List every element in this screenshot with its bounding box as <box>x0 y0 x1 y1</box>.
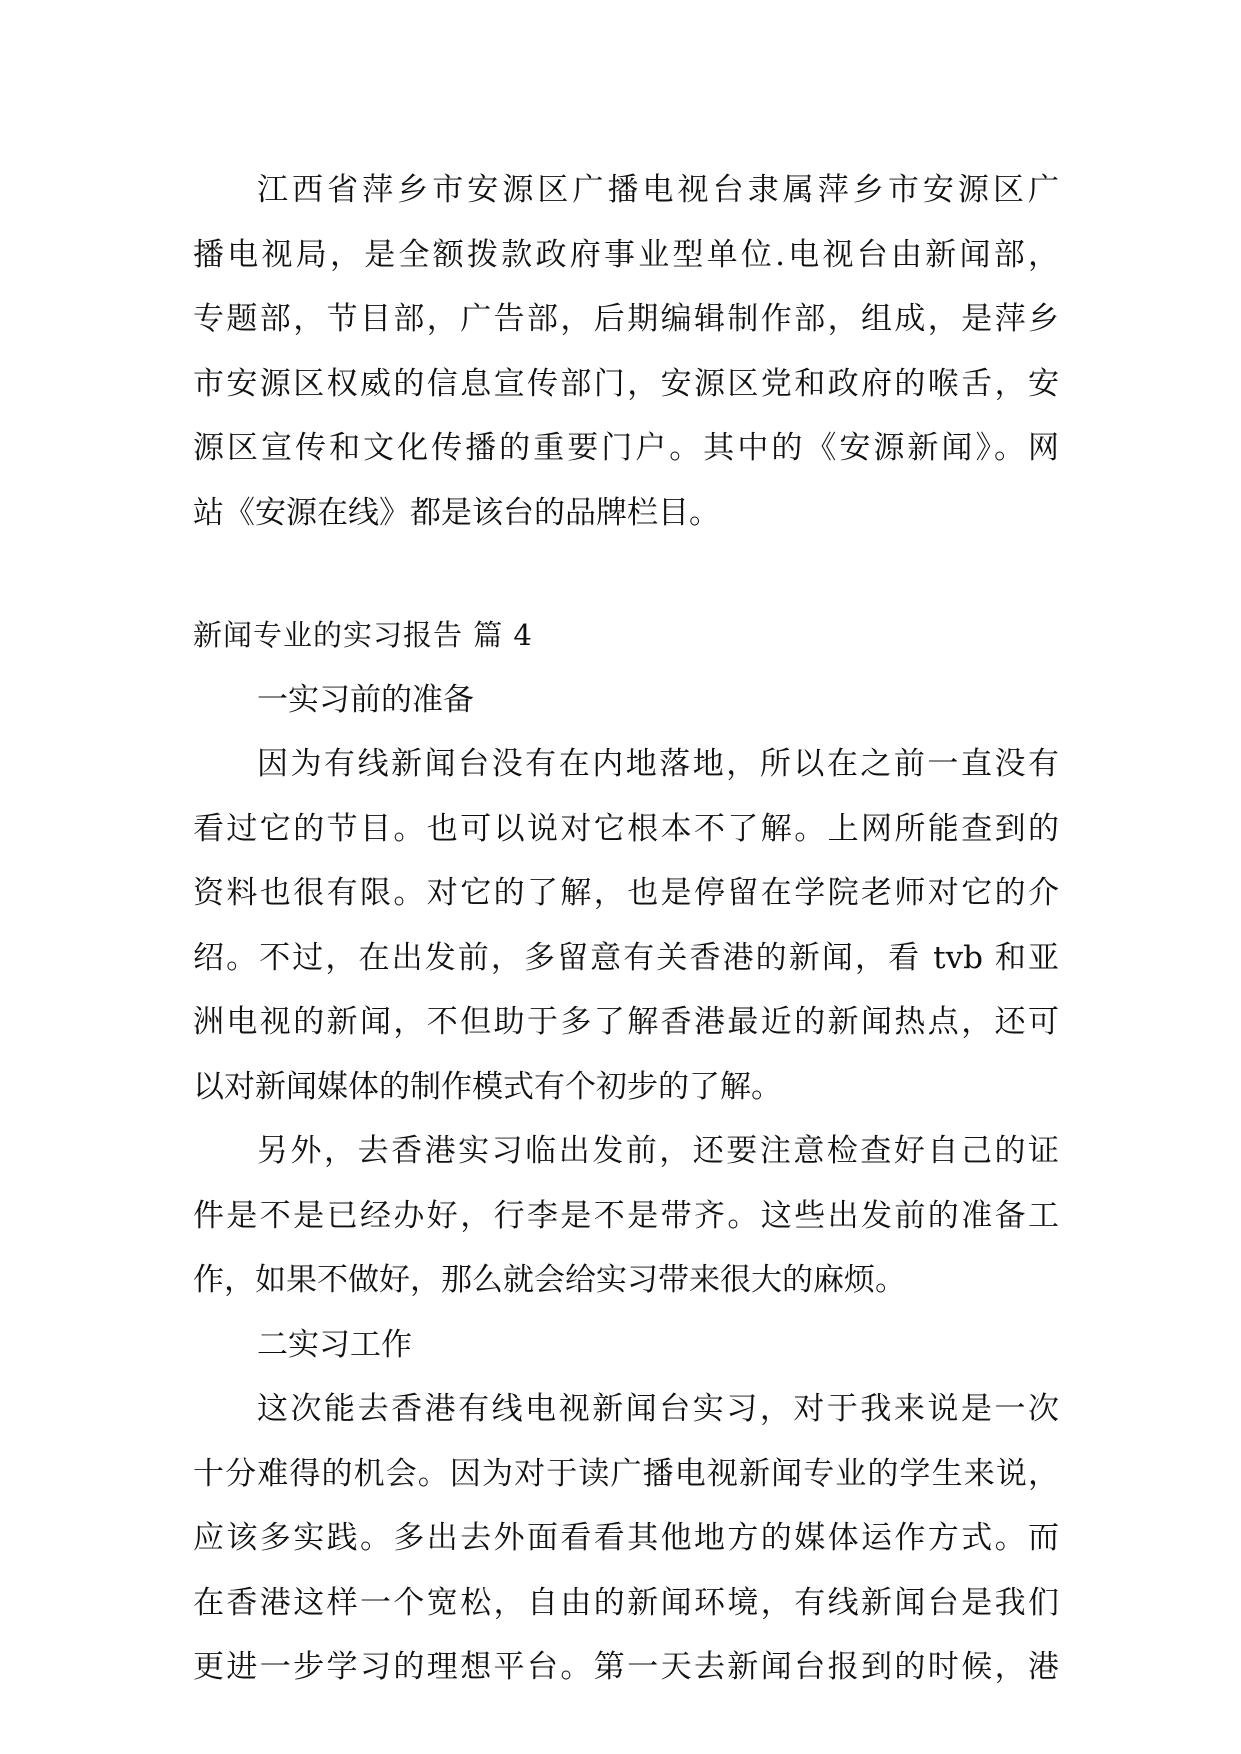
document-body <box>193 158 1059 1700</box>
text-line: 应该多实践。多出去外面看看其他地方的媒体运作方式。而 <box>193 1520 1059 1556</box>
text-line: 作，如果不做好，那么就会给实习带来很大的麻烦。 <box>193 1262 906 1298</box>
text-line: 源区宣传和文化传播的重要门户。其中的《安源新闻》。网 <box>193 430 1059 466</box>
text-line: 江西省萍乡市安源区广播电视台隶属萍乡市安源区广 <box>257 172 1059 208</box>
text-line: 洲电视的新闻，不但助于多了解香港最近的新闻热点，还可 <box>193 1004 1059 1040</box>
paragraph-checklist <box>193 1119 1059 1313</box>
text-line: 更进一步学习的理想平台。第一天去新闻台报到的时候，港 <box>193 1649 1059 1685</box>
text-line: 市安源区权威的信息宣传部门，安源区党和政府的喉舌，安 <box>193 365 1059 402</box>
text-line: 播电视局，是全额拨款政府事业型单位.电视台由新闻部， <box>193 236 1059 273</box>
paragraph-intro <box>193 158 1059 545</box>
text-line: 绍。不过，在出发前，多留意有关香港的新闻，看 tvb 和亚 <box>193 939 1059 976</box>
paragraph-work <box>193 1377 1059 1700</box>
text-line: 以对新闻媒体的制作模式有个初步的了解。 <box>193 1068 782 1105</box>
text-line: 这次能去香港有线电视新闻台实习，对于我来说是一次 <box>257 1391 1059 1427</box>
paragraph-preparation <box>193 732 1059 1119</box>
subsection-title: 二实习工作 <box>257 1326 412 1363</box>
subsection-title: 一实习前的准备 <box>257 681 474 718</box>
text-line: 资料也很有限。对它的了解，也是停留在学院老师对它的介 <box>193 875 1059 911</box>
text-line: 专题部，节目部，广告部，后期编辑制作部，组成，是萍乡 <box>193 301 1059 337</box>
text-line: 看过它的节目。也可以说对它根本不了解。上网所能查到的 <box>193 810 1059 847</box>
text-line: 站《安源在线》都是该台的品牌栏目。 <box>193 494 720 531</box>
text-line: 在香港这样一个宽松，自由的新闻环境，有线新闻台是我们 <box>193 1584 1059 1621</box>
text-line: 十分难得的机会。因为对于读广播电视新闻专业的学生来说， <box>193 1455 1059 1492</box>
section-heading: 新闻专业的实习报告 篇 4 <box>193 618 533 652</box>
text-line: 件是不是已经办好，行李是不是带齐。这些出发前的准备工 <box>193 1197 1059 1234</box>
text-line: 另外，去香港实习临出发前，还要注意检查好自己的证 <box>257 1133 1059 1169</box>
text-line: 因为有线新闻台没有在内地落地，所以在之前一直没有 <box>257 746 1059 782</box>
paragraph-gap <box>193 545 1059 603</box>
